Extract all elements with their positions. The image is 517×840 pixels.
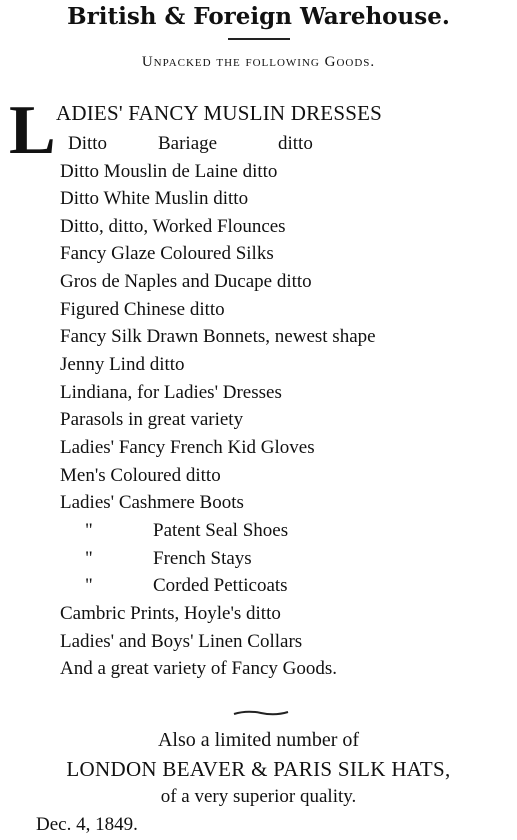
item-tail: Patent Seal Shoes <box>153 520 289 541</box>
item-tail: French Stays <box>153 548 252 569</box>
list-item: Jenny Lind ditto <box>60 354 185 375</box>
list-item: Fancy Silk Drawn Bonnets, newest shape <box>60 326 376 347</box>
list-item: Gros de Naples and Ducape ditto <box>60 271 312 292</box>
flourish-ornament <box>233 708 289 718</box>
list-item: Ditto White Muslin ditto <box>60 188 249 209</box>
list-item <box>68 132 313 156</box>
subhead: Unpacked the following Goods. <box>141 54 376 70</box>
ditto-mark: " <box>85 548 93 569</box>
headline-rule <box>228 38 290 40</box>
first-line: ADIES' FANCY MUSLIN DRESSES <box>56 101 382 125</box>
date: Dec. 4, 1849. <box>36 814 138 835</box>
list-item: Figured Chinese ditto <box>60 299 225 320</box>
list-item: Ditto, ditto, Worked Flounces <box>60 216 286 237</box>
list-item <box>85 574 288 598</box>
hats-line: LONDON BEAVER & PARIS SILK HATS, <box>66 757 451 781</box>
list-item <box>85 547 252 571</box>
list-item: Ladies' Cashmere Boots <box>60 492 244 513</box>
headline: British & Foreign Warehouse. <box>67 3 450 30</box>
quality-line: of a very superior quality. <box>160 786 357 807</box>
list-item: Lindiana, for Ladies' Dresses <box>60 382 282 403</box>
ditto-mark: " <box>85 520 93 541</box>
list-item: Ladies' Fancy French Kid Gloves <box>60 437 315 458</box>
also-line: Also a limited number of <box>157 729 360 751</box>
item-tail: ditto <box>278 133 313 154</box>
list-item: And a great variety of Fancy Goods. <box>60 658 338 679</box>
drop-cap: L <box>9 92 56 169</box>
list-item: Ladies' and Boys' Linen Collars <box>60 631 303 652</box>
list-item: Parasols in great variety <box>60 409 244 430</box>
item-tail: Corded Petticoats <box>153 575 288 596</box>
ditto-mark: " <box>85 575 93 596</box>
item-mid: Bariage <box>158 133 218 154</box>
item-lead: Ditto <box>68 133 108 154</box>
list-item: Men's Coloured ditto <box>60 465 221 486</box>
list-item <box>85 519 288 543</box>
list-item: Cambric Prints, Hoyle's ditto <box>60 603 281 624</box>
list-item: Ditto Mouslin de Laine ditto <box>60 161 278 182</box>
list-item: Fancy Glaze Coloured Silks <box>60 243 274 264</box>
